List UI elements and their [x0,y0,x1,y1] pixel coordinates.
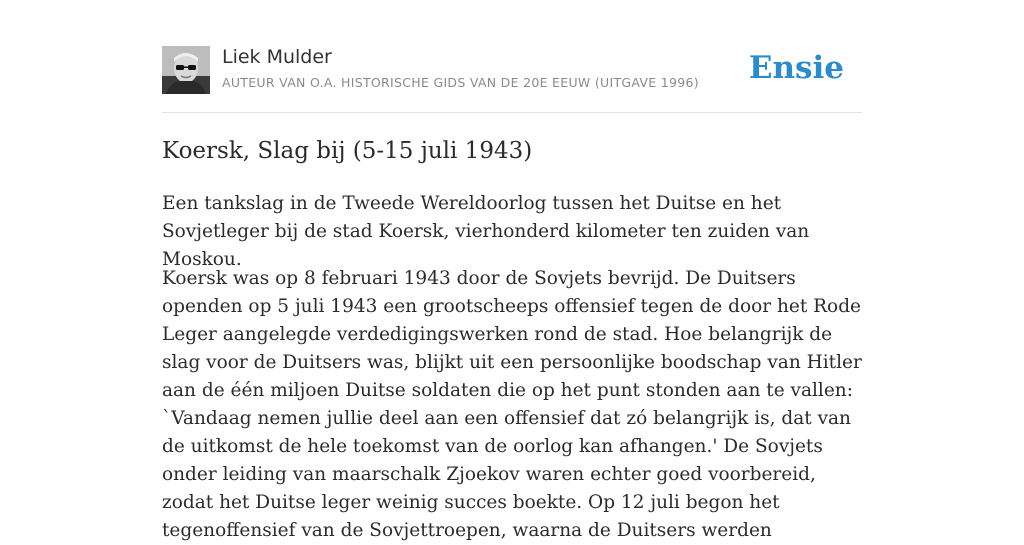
avatar-portrait-image [162,46,210,94]
article-paragraph-2: Koersk was op 8 februari 1943 door de Sovjets bevrijd. De Duitsers openden op 5 juli 1943 een grootscheeps offensief tegen de door het Rode Leger aangelegde verdedigingswerken rond de stad. Hoe belangrijk de slag voor de Duitsers was, blijkt uit een persoonlijke boodschap van Hitler aan de één miljoen Duitse soldaten die op het punt stonden aan te vallen: `Vandaag nemen jullie deel aan een offensief dat zó belangrijk is, dat van de uitkomst de hele toekomst van de oorlog kan afhangen.' De Sovjets onder leiding van maarschalk Zjoekov waren echter goed voorbereid, zodat het Duitse leger weinig succes boekte. Op 12 juli begon het tegenoffensief van de Sovjettroepen, waarna de Duitsers werden [162,268,862,541]
article-paragraph-1: Een tankslag in de Tweede Wereldoorlog tussen het Duitse en het Sovjetleger bij de stad Koersk, vierhonderd kilometer ten zuiden van Moskou. [162,193,810,270]
author-avatar[interactable] [162,46,210,94]
ensie-logo[interactable]: Ensie [748,50,844,86]
author-description: AUTEUR VAN O.A. HISTORISCHE GIDS VAN DE 20E EEUW (UITGAVE 1996) [222,75,699,90]
author-header [162,0,862,113]
author-name[interactable]: Liek Mulder [222,46,332,68]
article-title: Koersk, Slag bij (5-15 juli 1943) [162,138,533,164]
article-page [162,0,862,541]
